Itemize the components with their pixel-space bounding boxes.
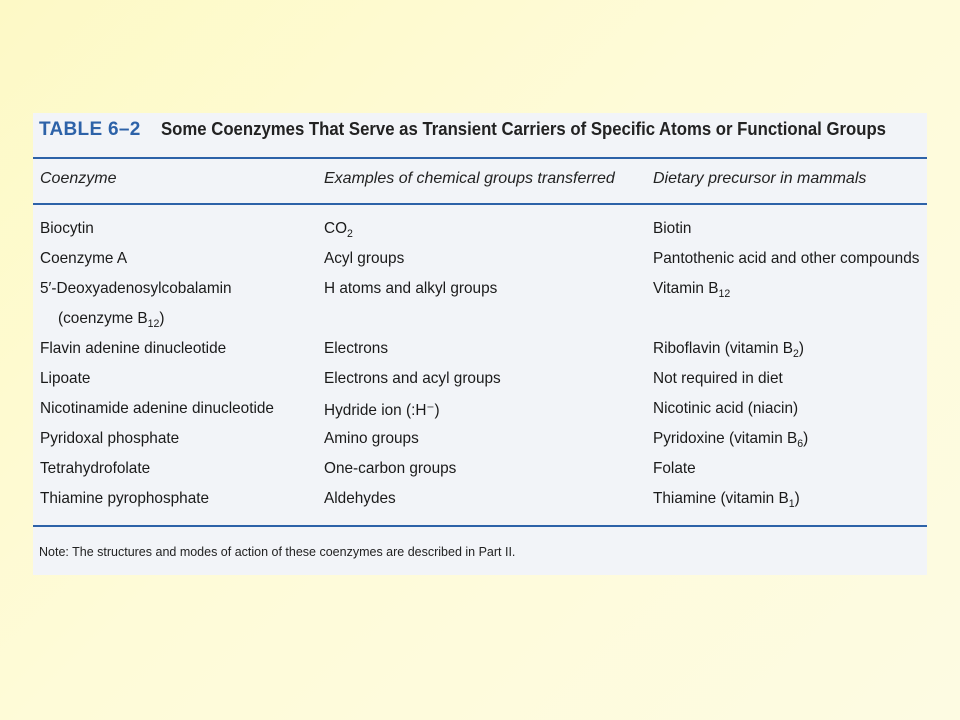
cell-precursor-text: Vitamin B bbox=[653, 280, 719, 297]
cell-groups-text: Amino groups bbox=[324, 430, 419, 447]
cell-coenzyme-text: Pyridoxal phosphate bbox=[40, 430, 180, 447]
cell-precursor-suffix: ) bbox=[794, 490, 800, 507]
cell-coenzyme-text: Coenzyme A bbox=[40, 250, 128, 267]
cell-precursor bbox=[653, 400, 798, 418]
cell-precursor-text: Thiamine (vitamin B bbox=[653, 490, 789, 507]
cell-precursor-text: Not required in diet bbox=[653, 370, 783, 387]
cell-coenzyme bbox=[40, 460, 150, 478]
table-number: TABLE 6–2 bbox=[39, 119, 141, 140]
cell-groups bbox=[324, 340, 388, 358]
cell-groups-text: Aldehydes bbox=[324, 490, 396, 507]
cell-precursor bbox=[653, 370, 783, 388]
cell-precursor bbox=[653, 340, 804, 358]
cell-coenzyme-text: Lipoate bbox=[40, 370, 91, 387]
cell-groups bbox=[324, 370, 501, 388]
cell-precursor bbox=[653, 280, 730, 298]
cell-groups-text: One-carbon groups bbox=[324, 460, 457, 477]
cell-precursor-suffix: ) bbox=[798, 340, 804, 357]
cell-coenzyme-line2-subscript: 12 bbox=[147, 318, 160, 330]
cell-coenzyme-text: 5′-Deoxyadenosylcobalamin bbox=[40, 280, 232, 297]
cell-precursor-text: Biotin bbox=[653, 220, 692, 237]
cell-groups bbox=[324, 250, 404, 268]
cell-precursor bbox=[653, 250, 919, 268]
cell-precursor bbox=[653, 460, 696, 478]
cell-coenzyme-line2 bbox=[58, 310, 165, 328]
cell-precursor-text: Folate bbox=[653, 460, 696, 477]
cell-coenzyme bbox=[40, 220, 94, 238]
table-caption: Some Coenzymes That Serve as Transient Carriers of Specific Atoms or Functional Groups bbox=[160, 119, 886, 139]
cell-coenzyme-text: Nicotinamide adenine dinucleotide bbox=[40, 400, 274, 417]
cell-precursor-subscript: 12 bbox=[718, 288, 731, 300]
cell-coenzyme bbox=[40, 400, 274, 418]
cell-coenzyme bbox=[40, 250, 127, 268]
cell-precursor-subscript: 6 bbox=[797, 438, 804, 450]
cell-groups bbox=[324, 490, 396, 508]
top-rule bbox=[33, 157, 927, 159]
cell-precursor-suffix: ) bbox=[803, 430, 809, 447]
cell-groups-text: H atoms and alkyl groups bbox=[324, 280, 498, 297]
cell-groups-subscript: 2 bbox=[347, 228, 353, 240]
cell-precursor bbox=[653, 490, 800, 508]
cell-coenzyme bbox=[40, 490, 209, 508]
cell-precursor-subscript: 1 bbox=[788, 498, 795, 510]
cell-coenzyme-text: Thiamine pyrophosphate bbox=[40, 490, 210, 507]
cell-groups bbox=[324, 460, 456, 478]
cell-precursor-text: Riboflavin (vitamin B bbox=[653, 340, 793, 357]
header-coenzyme: Coenzyme bbox=[40, 170, 117, 187]
cell-groups bbox=[324, 430, 419, 448]
bottom-rule bbox=[33, 525, 927, 527]
cell-coenzyme-text: Flavin adenine dinucleotide bbox=[40, 340, 227, 357]
coenzyme-table bbox=[33, 113, 927, 575]
cell-groups bbox=[324, 220, 353, 238]
cell-groups-text: Acyl groups bbox=[324, 250, 405, 267]
cell-groups-text: Electrons bbox=[324, 340, 389, 357]
header-rule bbox=[33, 203, 927, 205]
header-precursor: Dietary precursor in mammals bbox=[653, 170, 867, 187]
cell-precursor-text: Pantothenic acid and other compounds bbox=[653, 250, 920, 267]
cell-coenzyme bbox=[40, 280, 232, 298]
cell-groups-text: Hydride ion (:H⁻) bbox=[324, 402, 440, 419]
cell-groups-text: Electrons and acyl groups bbox=[324, 370, 501, 387]
table-title bbox=[39, 119, 940, 153]
table-note: Note: The structures and modes of action of these coenzymes are described in Part II. bbox=[39, 545, 516, 559]
cell-coenzyme bbox=[40, 340, 226, 358]
header-groups: Examples of chemical groups transferred bbox=[324, 170, 615, 187]
cell-precursor-text: Nicotinic acid (niacin) bbox=[653, 400, 799, 417]
cell-precursor-subscript: 2 bbox=[792, 348, 799, 360]
cell-coenzyme-text: Tetrahydrofolate bbox=[40, 460, 151, 477]
cell-coenzyme bbox=[40, 370, 90, 388]
cell-groups bbox=[324, 280, 497, 298]
cell-precursor bbox=[653, 430, 808, 448]
cell-groups bbox=[324, 400, 440, 420]
cell-coenzyme-line2-text: (coenzyme B bbox=[58, 310, 148, 327]
cell-groups-text: CO bbox=[324, 220, 348, 237]
cell-coenzyme-line2-suffix: ) bbox=[159, 310, 165, 327]
cell-coenzyme-text: Biocytin bbox=[40, 220, 94, 237]
cell-precursor-text: Pyridoxine (vitamin B bbox=[653, 430, 798, 447]
cell-coenzyme bbox=[40, 430, 179, 448]
cell-precursor bbox=[653, 220, 691, 238]
